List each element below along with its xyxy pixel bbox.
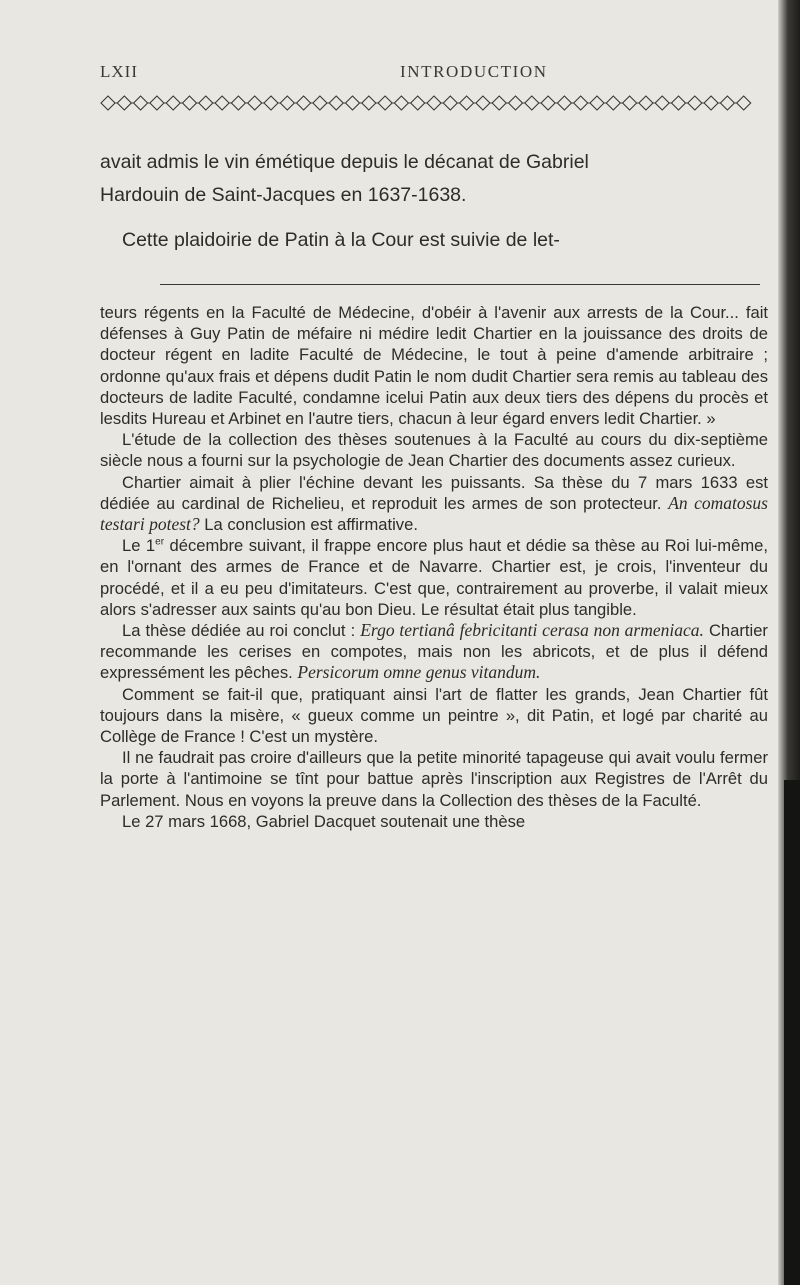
note-paragraph: Il ne faudrait pas croire d'ailleurs que la petite minorité tapageuse qui avait voulu fermer la porte à l'antimoine se tînt pour battue après l'inscription aux Registres de l'Arrêt du Parlement. Nous en voyons la preuve dans la Collection des thèses de la Faculté. — [100, 748, 768, 810]
ornamental-border — [100, 94, 760, 112]
main-text — [100, 146, 768, 257]
ornament-lozenge — [411, 96, 425, 110]
ornament-lozenge — [574, 96, 588, 110]
ornament-lozenge — [476, 96, 490, 110]
ornament-lozenge — [329, 96, 343, 110]
ornament-lozenge — [525, 96, 539, 110]
ornament-lozenge — [346, 96, 360, 110]
ornament-lozenge — [720, 96, 734, 110]
main-text-line: avait admis le vin émétique depuis le décanat de Gabriel — [100, 151, 589, 173]
ornament-lozenge — [737, 96, 751, 110]
note-paragraph: Chartier aimait à plier l'échine devant les puissants. Sa thèse du 7 mars 1633 est dédiée au cardinal de Richelieu, et reproduit les armes de son protecteur. An comatosus testari potest? La conclusion est affirmative. — [100, 472, 768, 535]
running-title: INTRODUCTION — [400, 62, 548, 81]
ornament-lozenge — [460, 96, 474, 110]
ornament-lozenge — [313, 96, 327, 110]
note-paragraph: L'étude de la collection des thèses soutenues à la Faculté au cours du dix-septième siècle nous a fourni sur la psychologie de Jean Chartier des documents assez curieux. — [100, 430, 768, 471]
page-number: LXII — [100, 62, 138, 81]
ornament-lozenge — [672, 96, 686, 110]
ornament-lozenge — [509, 96, 523, 110]
page-edge-dark — [784, 780, 800, 1285]
ornament-lozenge — [378, 96, 392, 110]
latin-quote: Persicorum omne genus vitandum. — [297, 662, 541, 683]
ornament-lozenge — [297, 96, 311, 110]
ornament-lozenge — [443, 96, 457, 110]
ornament-lozenge — [394, 96, 408, 110]
ornament-lozenge — [623, 96, 637, 110]
ornament-lozenge — [639, 96, 653, 110]
ornament-lozenge — [117, 96, 131, 110]
ornament-lozenge — [362, 96, 376, 110]
ornament-lozenge — [427, 96, 441, 110]
latin-thesis-title: An comatosus testari potest? — [100, 492, 768, 535]
main-text-line: Cette plaidoirie de Patin à la Cour est suivie de let- — [122, 229, 560, 251]
ornament-lozenge — [264, 96, 278, 110]
ornament-lozenge — [166, 96, 180, 110]
note-paragraph: teurs régents en la Faculté de Médecine, d'obéir à l'avenir aux arrests de la Cour... fait défenses à Guy Patin de méfaire ni médire ledit Chartier en la jouissance des droits de docteur régent en ladite Faculté de Médecine, le tout à peine d'amende arbitraire ; ordonne qu'aux frais et dépens dudit Patin le nom dudit Chartier sera remis au tableau des docteurs de ladite Faculté, condamne icelui Patin aux deux tiers des dépens du procès et lesdits Hureau et Arbinet en l'autre tiers, chacun à leur égard envers ledit Chartier. » — [100, 303, 768, 429]
footnote-divider — [160, 284, 760, 285]
ornament-lozenge — [215, 96, 229, 110]
note-paragraph: La thèse dédiée au roi conclut : Ergo tertianâ febricitanti cerasa non armeniaca. Chartier recommande les cerises en compotes, mais non les abricots, et de plus il défend expressément les pêches. Persicorum omne genus vitandum. — [100, 620, 768, 683]
ornament-lozenge — [231, 96, 245, 110]
ornament-lozenge — [183, 96, 197, 110]
ornament-lozenge — [150, 96, 164, 110]
ornament-lozenge — [101, 96, 115, 110]
ornament-lozenge — [541, 96, 555, 110]
ornament-lozenge — [248, 96, 262, 110]
ornament-lozenge — [606, 96, 620, 110]
ornament-lozenge — [280, 96, 294, 110]
ornament-lozenge — [655, 96, 669, 110]
footnote-block — [100, 302, 768, 832]
ornament-lozenge — [704, 96, 718, 110]
ornament-lozenge — [492, 96, 506, 110]
latin-thesis-title: Ergo tertianâ febricitanti cerasa non armeniaca. — [360, 620, 704, 641]
ornament-lozenge — [134, 96, 148, 110]
ornament-lozenge — [688, 96, 702, 110]
ornament-lozenge — [199, 96, 213, 110]
ornament-lozenge — [557, 96, 571, 110]
note-paragraph: Le 1er décembre suivant, il frappe encore plus haut et dédie sa thèse au Roi lui-même, en l'ornant des armes de France et de Navarre. Chartier est, je crois, l'inventeur du procédé, et il a eu peu d'imitateurs. C'est que, contrairement au proverbe, il valait mieux alors s'adresser aux saints qu'au bon Dieu. Le résultat était plus tangible. — [100, 536, 768, 619]
note-paragraph: Le 27 mars 1668, Gabriel Dacquet soutenait une thèse — [122, 811, 526, 831]
ornament-lozenge — [590, 96, 604, 110]
note-paragraph: Comment se fait-il que, pratiquant ainsi l'art de flatter les grands, Jean Chartier fût toujours dans la misère, « gueux comme un peintre », dit Patin, et logé par charité au Collège de France ! C'est un mystère. — [100, 684, 768, 747]
main-text-line: Hardouin de Saint-Jacques en 1637-1638. — [100, 184, 467, 206]
